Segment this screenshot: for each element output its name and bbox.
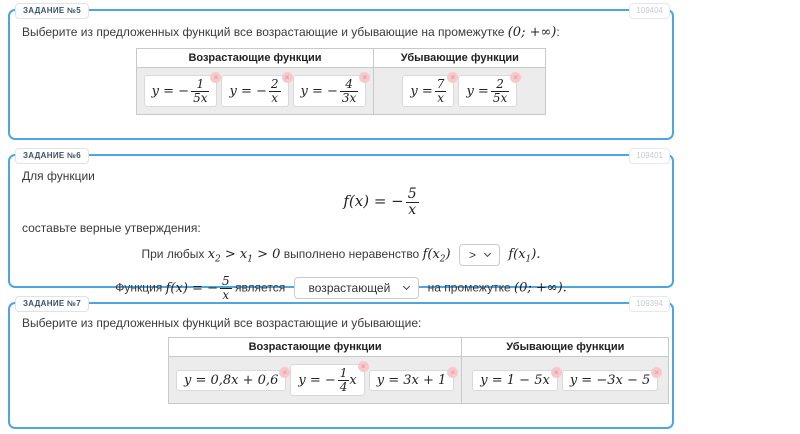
- function-chip[interactable]: y = − $\frac{1}{4}$ x ×: [290, 364, 364, 396]
- functions-table: [168, 337, 669, 404]
- function-chip[interactable]: y = − $\frac{4}{3x}$ ×: [293, 75, 367, 107]
- task-card-5: [8, 6, 674, 140]
- task-intro: Для функции: [22, 169, 95, 183]
- increasing-header: Возрастающие функции: [136, 49, 374, 68]
- task-instruction: Выберите из предложенных функций все возрастающие и убывающие:: [22, 316, 422, 330]
- function-chip[interactable]: y = 3x + 1 ×: [369, 370, 455, 391]
- incorrect-cross-icon: ×: [510, 72, 521, 83]
- incorrect-cross-icon: ×: [279, 367, 290, 378]
- functions-table: [136, 48, 547, 115]
- task-label: ЗАДАНИЕ №5: [15, 3, 89, 19]
- function-formula-inline: f(x) = − $\frac{5}{x}$: [165, 274, 230, 302]
- task-card-6: [8, 151, 674, 302]
- incorrect-cross-icon: ×: [210, 72, 221, 83]
- task-label: ЗАДАНИЕ №7: [15, 296, 89, 312]
- inequality-select[interactable]: >: [459, 244, 500, 266]
- decreasing-header: Убывающие функции: [462, 338, 669, 357]
- f-x2-math: $f(x_2)$: [422, 246, 451, 265]
- incorrect-cross-icon: ×: [447, 367, 458, 378]
- incorrect-cross-icon: ×: [447, 72, 458, 83]
- function-chip[interactable]: y = − $\frac{2}{x}$ ×: [221, 75, 288, 107]
- interval-math: (0; +∞).: [514, 280, 567, 296]
- monotonicity-select[interactable]: возрастающей: [294, 277, 420, 299]
- task-id-badge: 109404: [629, 3, 670, 19]
- statement-2: Функция f(x) = − $\frac{5}{x}$ является возрастающей на промежутке (0; +∞).: [115, 274, 567, 302]
- task-id-badge: 109394: [629, 296, 670, 312]
- task-id-badge: 109401: [629, 148, 670, 164]
- task-card-7: [8, 299, 674, 429]
- decreasing-cell: [374, 68, 546, 115]
- decreasing-cell: [462, 357, 669, 404]
- increasing-cell: [136, 68, 374, 115]
- incorrect-cross-icon: ×: [651, 367, 662, 378]
- task-mid-text: составьте верные утверждения:: [22, 221, 201, 236]
- f-x1-math: $f(x_1)$.: [508, 246, 541, 265]
- chevron-down-icon: [484, 250, 491, 257]
- task-instruction: Выберите из предложенных функций все возрастающие и убывающие на промежутке (0; +∞):: [22, 25, 560, 40]
- incorrect-cross-icon: ×: [282, 72, 293, 83]
- function-chip[interactable]: y = $\frac{2}{5x}$ ×: [458, 75, 517, 107]
- incorrect-cross-icon: ×: [359, 72, 370, 83]
- task-label: ЗАДАНИЕ №6: [15, 148, 89, 164]
- increasing-cell: [169, 357, 462, 404]
- inequality-vars-math: $x_2 > x_1 > 0$: [207, 246, 281, 265]
- decreasing-header: Убывающие функции: [374, 49, 546, 68]
- function-chip[interactable]: y = −3x − 5 ×: [562, 370, 658, 391]
- function-chip[interactable]: y = 1 − 5x ×: [472, 370, 558, 391]
- incorrect-cross-icon: ×: [551, 367, 562, 378]
- function-formula: f(x) = − $\frac{5}{x}$: [343, 186, 417, 218]
- function-chip[interactable]: y = $\frac{7}{x}$ ×: [402, 75, 454, 107]
- interval-math: (0; +∞): [507, 25, 557, 40]
- statement-1: При любых $x_2 > x_1 > 0$ выполнено неравенство $f(x_2)$ > $f(x_1)$.: [10, 244, 672, 266]
- function-chip[interactable]: y = 0,8x + 0,6 ×: [176, 370, 286, 391]
- function-chip[interactable]: y = − $\frac{1}{5x}$ ×: [144, 75, 218, 107]
- incorrect-cross-icon: ×: [358, 361, 369, 372]
- chevron-down-icon: [403, 283, 410, 290]
- increasing-header: Возрастающие функции: [169, 338, 462, 357]
